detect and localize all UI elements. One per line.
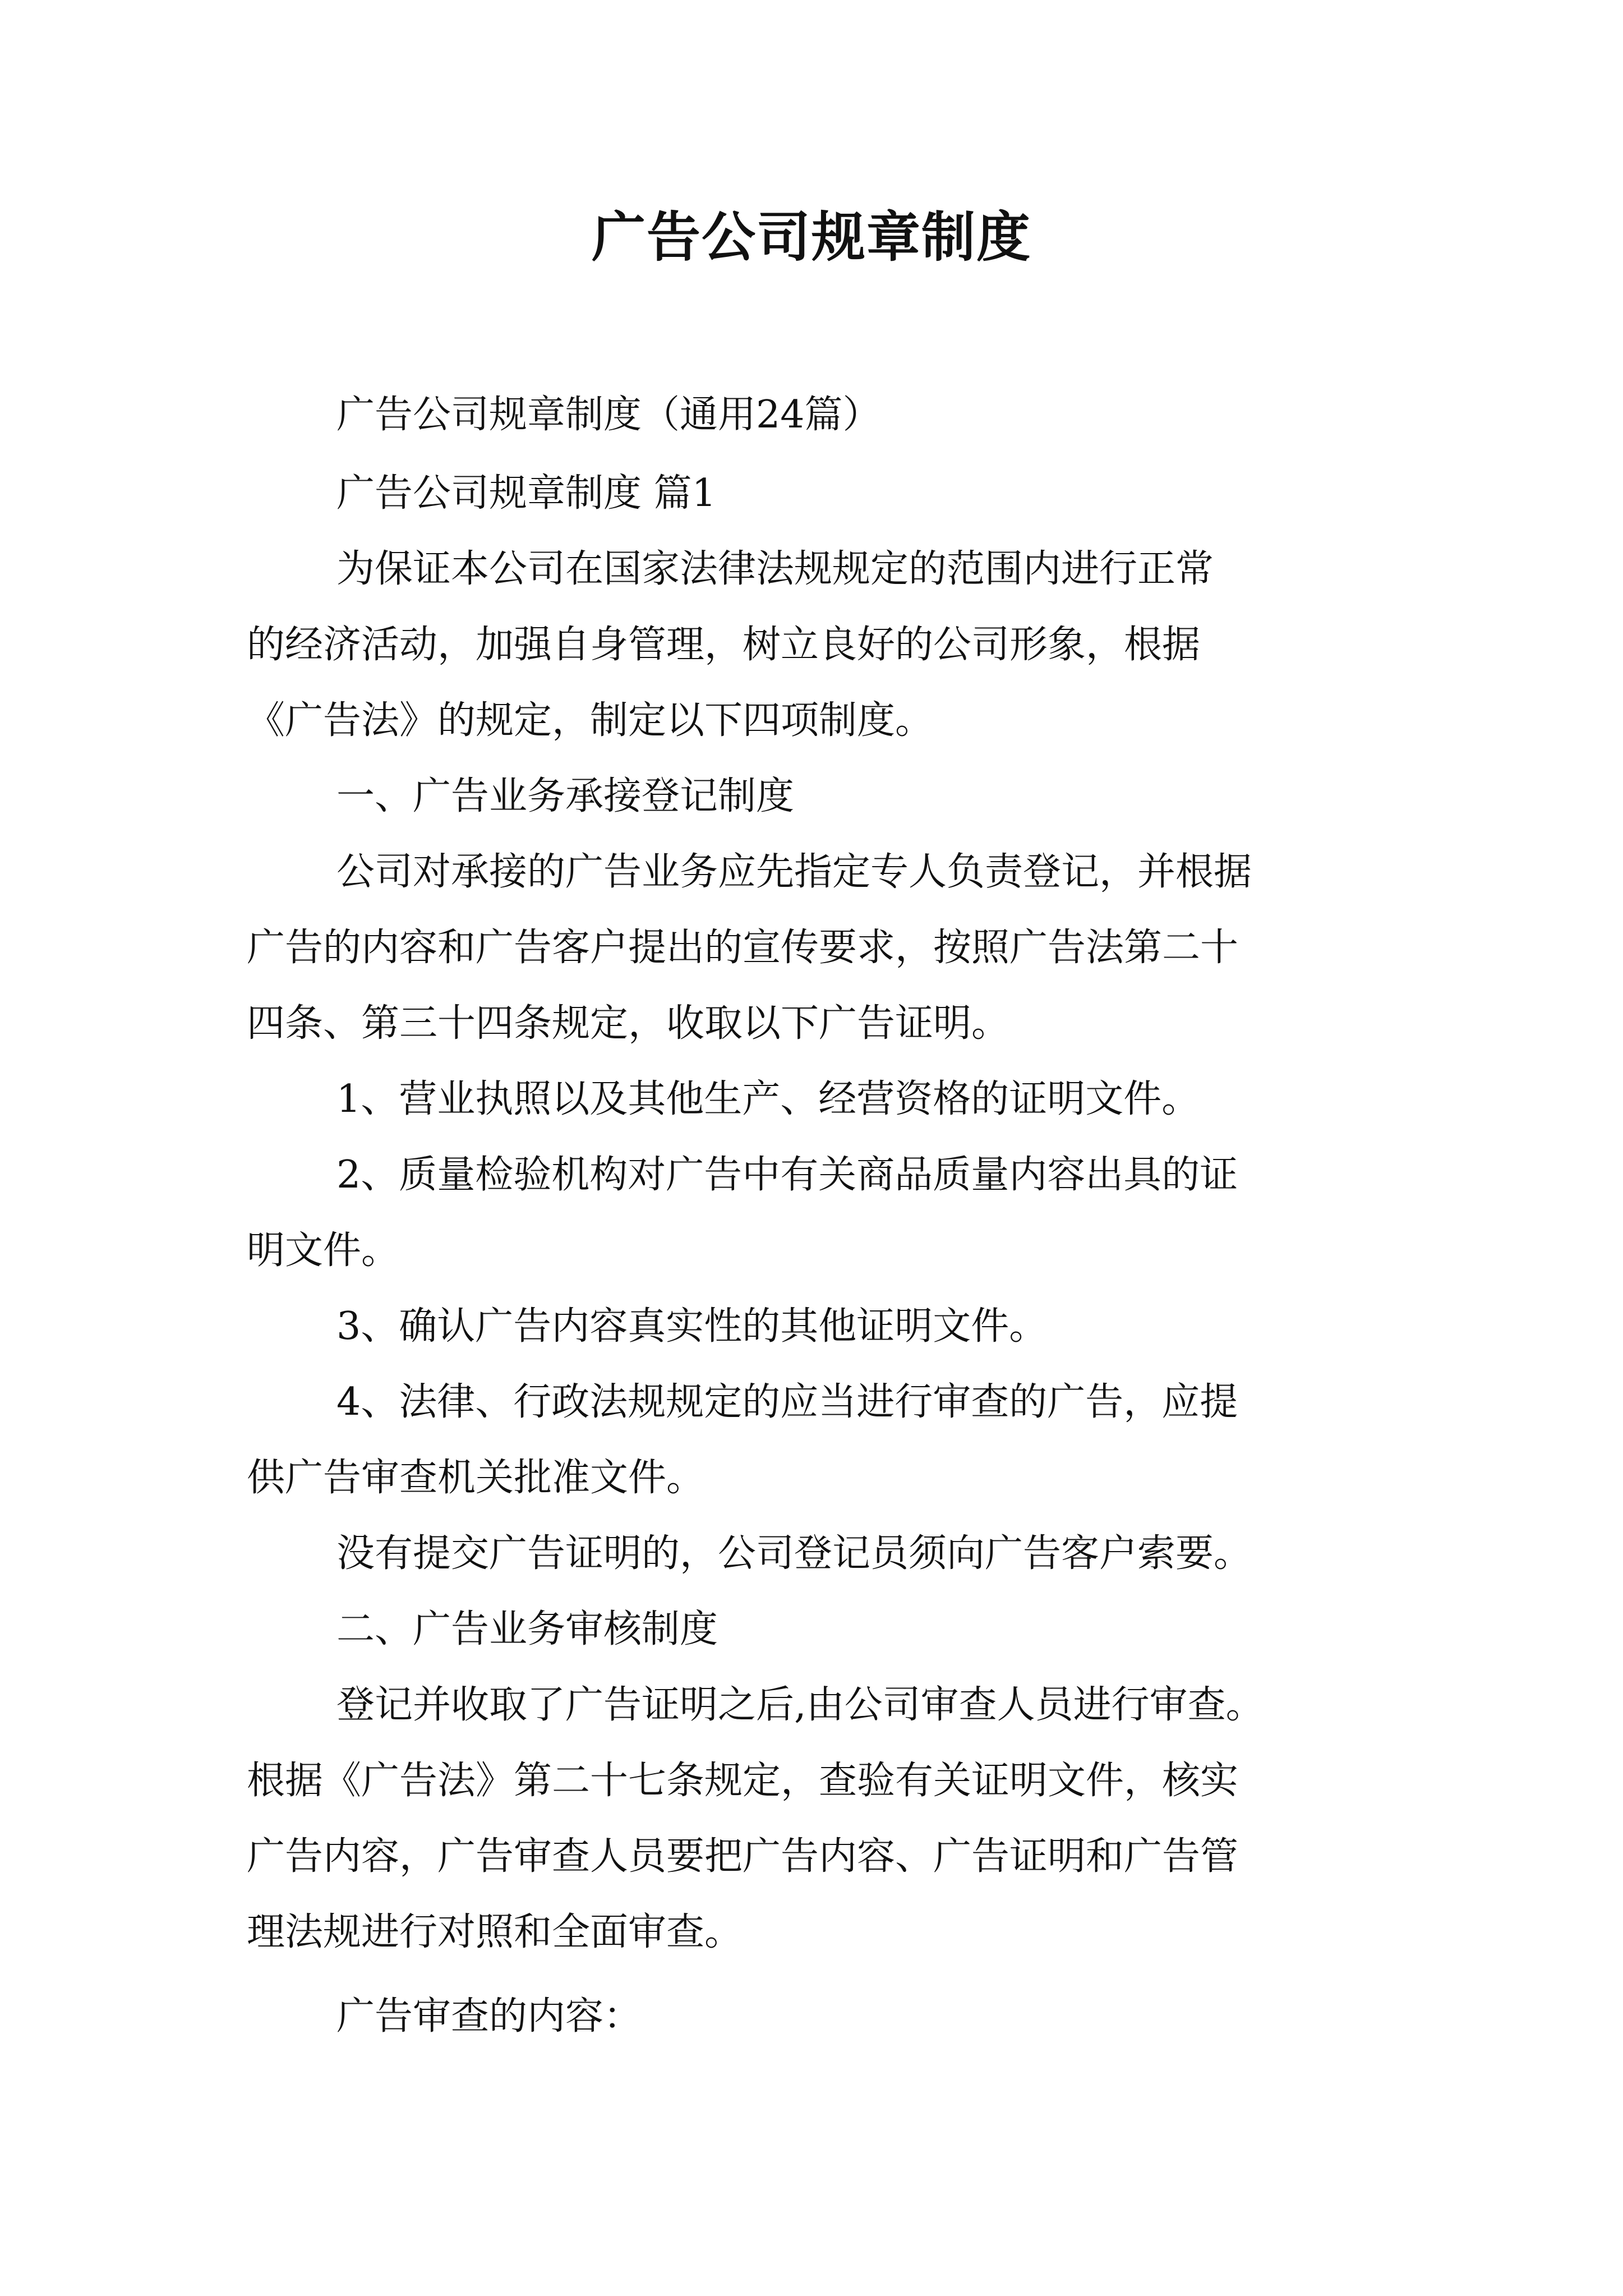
paragraph-line: 广告内容，广告审查人员要把广告内容、广告证明和广告管 — [247, 1834, 1239, 1879]
list-item-line: 3、确认广告内容真实性的其他证明文件。 — [336, 1304, 1048, 1349]
section-heading: 广告公司规章制度 篇1 — [336, 471, 716, 516]
paragraph-line: 公司对承接的广告业务应先指定专人负责登记，并根据 — [336, 850, 1252, 894]
paragraph-line: 《广告法》的规定，制定以下四项制度。 — [247, 698, 934, 743]
paragraph-line: 的经济活动，加强自身管理，树立良好的公司形象，根据 — [247, 623, 1201, 667]
doc-subtitle: 广告公司规章制度（通用24篇） — [336, 393, 881, 437]
paragraph-line: 广告的内容和广告客户提出的宣传要求，按照广告法第二十 — [247, 926, 1239, 970]
list-item-line: 1、营业执照以及其他生产、经营资格的证明文件。 — [336, 1077, 1200, 1121]
paragraph-line: 根据《广告法》第二十七条规定，查验有关证明文件，核实 — [247, 1759, 1239, 1803]
paragraph-line: 没有提交广告证明的，公司登记员须向广告客户索要。 — [336, 1531, 1252, 1576]
section-heading: 二、广告业务审核制度 — [336, 1607, 718, 1651]
list-item-line: 2、质量检验机构对广告中有关商品质量内容出具的证 — [336, 1153, 1238, 1197]
document-title: 广告公司规章制度 — [592, 206, 1031, 269]
paragraph-line: 广告审查的内容： — [336, 1994, 642, 2039]
paragraph-line: 理法规进行对照和全面审查。 — [247, 1910, 743, 1954]
section-heading: 一、广告业务承接登记制度 — [336, 774, 795, 818]
paragraph-line: 登记并收取了广告证明之后,由公司审查人员进行审查。 — [336, 1683, 1264, 1727]
paragraph-line: 四条、第三十四条规定，收取以下广告证明。 — [247, 1001, 1010, 1046]
list-item-line: 4、法律、行政法规规定的应当进行审查的广告，应提 — [336, 1380, 1238, 1424]
list-item-line: 供广告审查机关批准文件。 — [247, 1456, 705, 1500]
list-item-line: 明文件。 — [247, 1228, 400, 1273]
paragraph-line: 为保证本公司在国家法律法规规定的范围内进行正常 — [336, 547, 1214, 591]
